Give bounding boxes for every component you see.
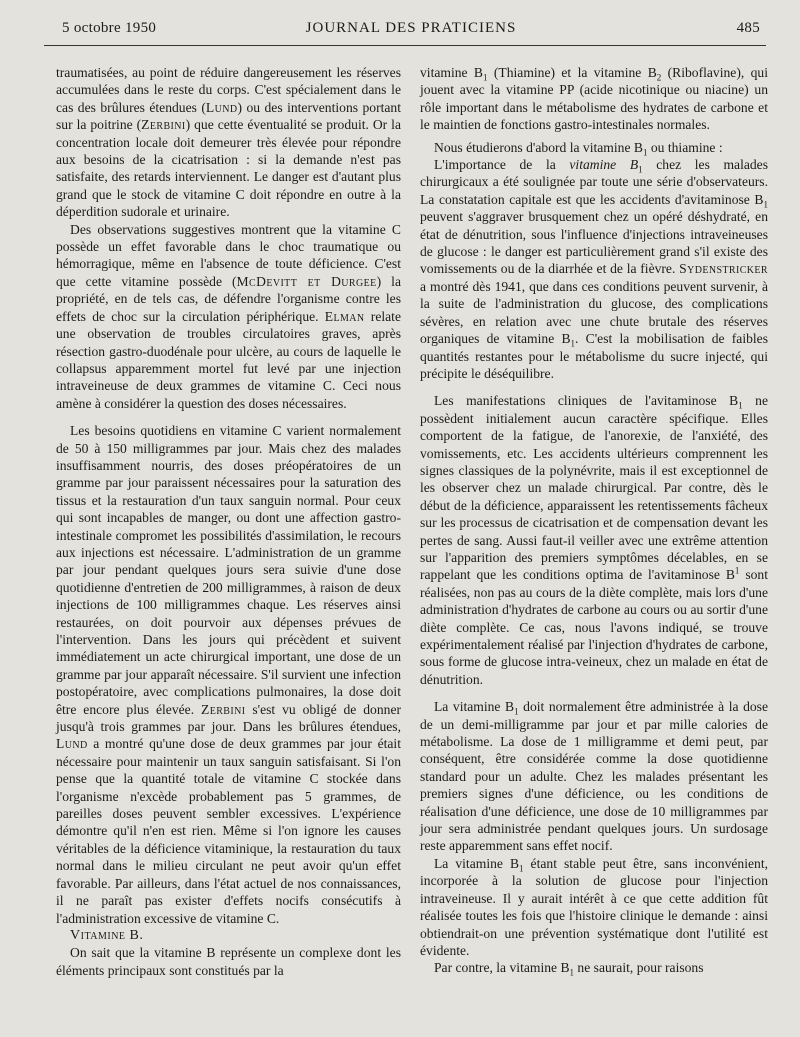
right-paragraph-1: vitamine $B_1$ (Thiamine) et la vitamine $B_2$ (Riboflavine), qui jouent avec la vitamine PP (acide nicotinique ou niacine) un rôle important dans le métabolisme des hydrates de carbone et le maintien de fonctions gastro-intestinales normales.	[420, 65, 769, 133]
left-paragraph-4: On sait que la vitamine B représente un complexe dont les éléments principaux sont constitués par la	[56, 945, 401, 978]
header-page-number: 485	[736, 20, 760, 36]
header-rule	[44, 45, 766, 46]
right-paragraph-4: Les manifestations cliniques de l'avitaminose $B_1$ ne possèdent initialement aucun caractère spécifique. Elles comportent de la fatigue, de l'anorexie, de l'anxiété, des vomissements, etc. Les accidents ultérieurs comprennent les signes classiques de la polynévrite, mais il est exceptionnel de les observer chez un malade chirurgical. Par contre, dès le début de la déficience, apparaissent les retentissements fâcheux sur les processus de cicatrisation et de compensation devant les pertes de sang. Aussi faut-il veiller avec une extrême attention sur l'apparition des premiers symptômes décelables, en se rappelant que les conditions optima de l'avitaminose $B^1$ sont réalisées, non pas au cours de la diète complète, mais lors d'une administration d'hydrates de carbone au cours ou au sortir d'une diète complète. Ce cas, nous l'avons indiqué, se trouve expérimentalement réalisé par l'injection d'hydrates de carbone, sous forme de glucose intra-veineux, chez un malade en état de dénutrition.	[420, 393, 768, 687]
left-column	[56, 64, 401, 979]
header-date: 5 octobre 1950	[62, 20, 157, 36]
right-paragraph-2: Nous étudierons d'abord la vitamine $B_1$ ou thiamine :	[434, 139, 723, 158]
right-paragraph-6: La vitamine $B_1$ étant stable peut être, sans inconvénient, incorporée à la solution de glucose pour l'injection intraveineuse. Il y aurait intérêt à ce que cette addition fût réalisée toutes les fois que l'histoire clinique le demande : ainsi obtiendrait-on une prévention systématique dont l'utilité est évidente.	[420, 855, 768, 958]
section-heading-vitamine-b: Vitamine B.	[70, 927, 144, 943]
author-name: Zerbini	[201, 701, 246, 717]
right-paragraph-7: Par contre, la vitamine $B_1$ ne saurait, pour raisons	[434, 960, 704, 979]
author-name: Zerbini	[141, 117, 186, 133]
running-header	[62, 20, 760, 42]
right-paragraph-5: La vitamine $B_1$ doit normalement être administrée à la dose de un demi-milligramme par jour et par mille calories de métabolisme. La dose de 1 milligramme et demi peut, par conséquent, être considérée comme la dose quotidienne standard pour un adulte. Chez les malades présentant les premiers signes d'une déficience, ou les conditions de réalisation d'une déficience, une dose de 10 milligrammes par jour sera administrée pendant quelques jours. Un surdosage reste apparemment sans effet nocif.	[420, 699, 768, 854]
author-name: Lund	[56, 736, 88, 752]
left-paragraph-2: Des observations suggestives montrent que la vitamine C possède un effet favorable dans le choc traumatique ou hémorragique, même en l'absence de toute déficience. C'est que cette vitamine possède (McDevitt et Durgee) la propriété, en de tels cas, de défendre l'organisme contre les effets de choc sur la circulation périphérique. Elman relate une observation de troubles circulatoires graves, après résection gastro-duodénale pour ulcère, au cours de laquelle le collapsus apparemment mortel fut levé par une injection intraveineuse de deux grammes de vitamine C. Ceci nous amène à considérer la question des doses nécessaires.	[56, 221, 401, 411]
left-paragraph-3: Les besoins quotidiens en vitamine C varient normalement de 50 à 150 milligrammes par jour. Mais chez des malades insuffisamment nourris, des doses préopératoires de un gramme par jour paraissent nécessaires pour la saturation des tissus et la restauration d'un taux sanguin normal. Pour ceux qui sont incapables de manger, ou dont une affection gastro-intestinale compromet les possibilités d'assimilation, le recours aux injections est nécessaire. L'administration de un gramme par jour pendant quelques jours sera suivie d'une dose quotidienne d'entretien de 200 milligrammes, à raison de deux injections de 100 milligrammes chaque. Les réserves ainsi restaurées, on doit pourvoir aux dépenses prévues de l'intervention. Dans les jours qui précèdent et suivent immédiatement un acte chirurgical important, une dose de un gramme par jour apparaît nécessaire. S'il survient une infection postopératoire, avec complications pulmonaires, la dose doit être encore plus élevée. Zerbini s'est vu obligé de donner jusqu'à trois grammes par jour. Dans les brûlures étendues, Lund a montré qu'une dose de deux grammes par jour était nécessaire pour maintenir un taux sanguin satisfaisant. Si l'on pense que la quantité totale de vitamine C stockée dans l'organisme n'excède probablement pas 5 grammes, de pareilles doses peuvent sembler excessives. L'expérience démontre qu'il n'en est rien. Même si l'on ignore les causes véritables de la déficience vitaminique, la restauration du taux normal dans le milieu circulant ne peut avoir qu'un effet favorable. Par ailleurs, dans l'état actuel de nos connaissances, il ne paraît pas exister d'effets nocifs consécutifs à l'administration excessive de vitamine C.	[56, 423, 402, 926]
author-name: Lund	[205, 99, 238, 115]
header-journal-title: JOURNAL DES PRATICIENS	[305, 20, 517, 36]
author-name: McDevitt et Durgee	[236, 273, 377, 289]
right-paragraph-3: L'importance de la vitamine $B_1$ chez les malades chirurgicaux a été soulignée par toute une série d'observateurs. La constatation capitale est que les accidents d'avitaminose $B_1$ peuvent s'aggraver brusquement chez un opéré déshydraté, en état de dénutrition, sous l'influence d'injections intraveineuses de glucose : le danger est particulièrement grand s'il existe des vomissements ou de la diarrhée et de la fièvre. Sydenstricker a montré dès 1941, que dans ces conditions peuvent survenir, à la suite de l'administration du glucose, des complications sévères, en relation avec une chute brutale des réserves organiques de vitamine $B_1$. C'est la mobilisation de faibles quantités restantes pour le métabolisme du sucre injecté, qui précipite le déséquilibre.	[420, 157, 769, 381]
right-column	[420, 64, 768, 977]
author-name: Sydenstricker	[679, 261, 768, 277]
author-name: Elman	[324, 308, 365, 324]
left-paragraph-1: traumatisées, au point de réduire dangereusement les réserves accumulées dans le reste du corps. C'est spécialement dans le cas des brûlures étendues (Lund) ou des interventions portant sur la poitrine (Zerbini) que cette éventualité se produit. Or la concentration locale doit demeurer très élevée pour répondre aux besoins de la cicatrisation : si la demande n'est pas satisfaite, des retards interviennent. Le danger est d'autant plus grand que le stock de vitamine C doit répondre en outre à la déperdition sudorale et urinaire.	[56, 65, 401, 220]
